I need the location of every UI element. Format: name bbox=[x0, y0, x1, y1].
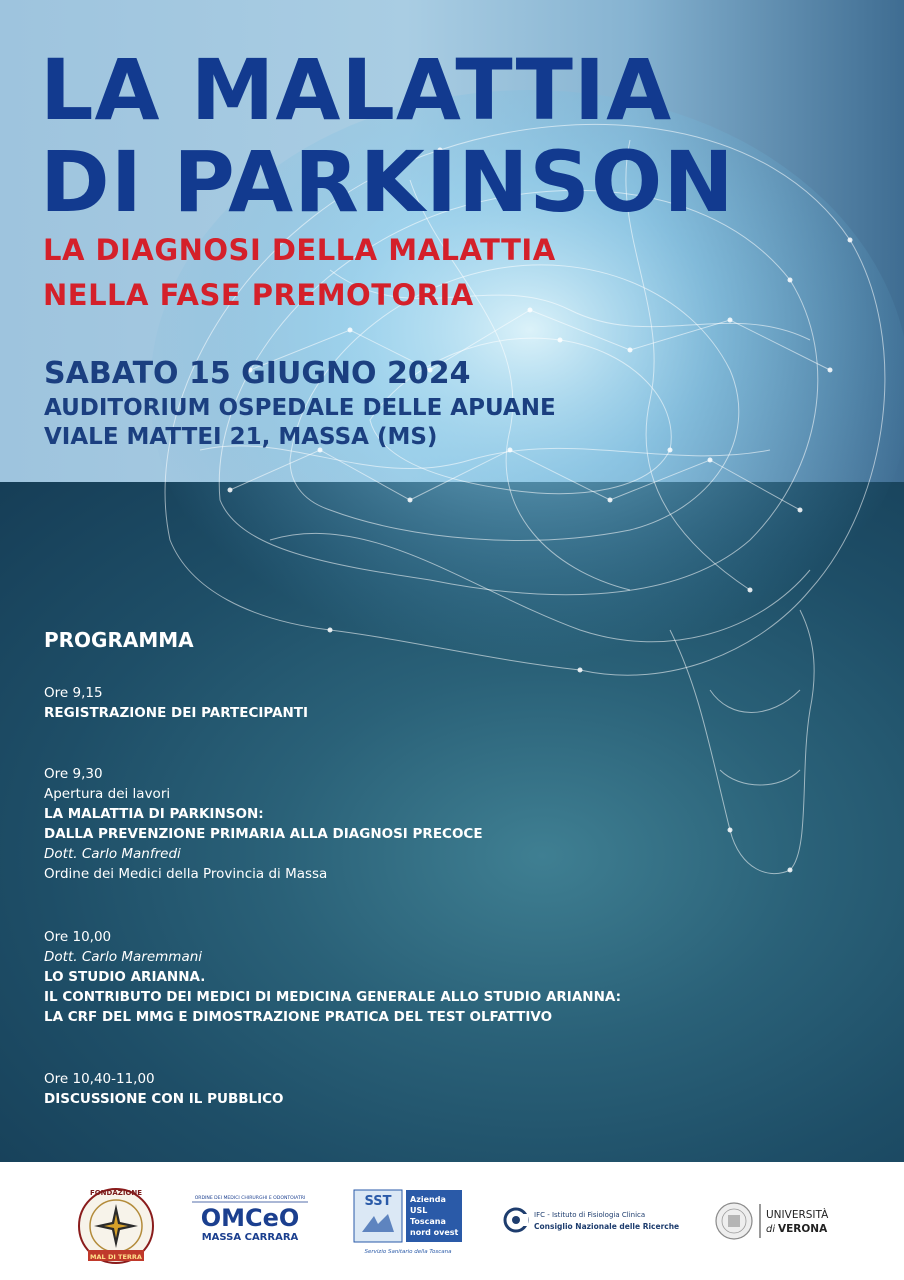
event-address: VIALE MATTEI 21, MASSA (MS) bbox=[44, 424, 438, 450]
usl-toscana-logo bbox=[352, 1188, 464, 1258]
fondazione-logo bbox=[76, 1184, 156, 1268]
item-speaker: Dott. Carlo Manfredi bbox=[44, 846, 181, 862]
usl-caption: Servizio Sanitario della Toscana bbox=[364, 1249, 452, 1255]
ifc-line-2: Consiglio Nazionale delle Ricerche bbox=[534, 1222, 680, 1231]
item-title: DALLA PREVENZIONE PRIMARIA ALLA DIAGNOSI PRECOCE bbox=[44, 826, 483, 842]
item-time: Ore 10,40-11,00 bbox=[44, 1071, 155, 1087]
usl-line-2: USL bbox=[410, 1206, 428, 1215]
item-time: Ore 10,00 bbox=[44, 929, 112, 945]
fondazione-logo-bottom: MAL DI TERRA bbox=[90, 1253, 142, 1261]
programme-item bbox=[44, 764, 483, 884]
programme-item bbox=[44, 683, 308, 723]
univr-line-1: UNIVERSITÀ bbox=[766, 1209, 829, 1221]
item-title: REGISTRAZIONE DEI PARTECIPANTI bbox=[44, 705, 309, 721]
usl-line-3: Toscana bbox=[410, 1217, 446, 1226]
subtitle-line-1: LA DIAGNOSI DELLA MALATTIA bbox=[43, 233, 556, 267]
ifc-line-1: IFC - Istituto di Fisiologia Clinica bbox=[534, 1211, 646, 1219]
omceo-logo-small: ORDINE DEI MEDICI CHIRURGHI E ODONTOIATRI bbox=[194, 1196, 306, 1201]
programme-item bbox=[44, 1069, 284, 1109]
item-title: LO STUDIO ARIANNA. bbox=[44, 969, 206, 985]
programme-item bbox=[44, 927, 621, 1027]
item-title: IL CONTRIBUTO DEI MEDICI DI MEDICINA GENERALE ALLO STUDIO ARIANNA: bbox=[44, 989, 621, 1005]
usl-line-1: Azienda bbox=[410, 1195, 446, 1204]
programme-heading: PROGRAMMA bbox=[44, 628, 194, 652]
univr-logo bbox=[714, 1198, 846, 1244]
omceo-logo-main: OMCeO bbox=[200, 1204, 300, 1232]
sponsor-footer bbox=[0, 1162, 904, 1280]
item-title: LA MALATTIA DI PARKINSON: bbox=[44, 806, 264, 822]
item-speaker: Dott. Carlo Maremmani bbox=[44, 949, 203, 965]
item-title: DISCUSSIONE CON IL PUBBLICO bbox=[44, 1091, 284, 1107]
univr-line-2b: VERONA bbox=[778, 1223, 828, 1235]
usl-line-4: nord ovest bbox=[410, 1228, 459, 1237]
event-date: SABATO 15 GIUGNO 2024 bbox=[44, 356, 471, 391]
item-note: Apertura dei lavori bbox=[44, 786, 171, 802]
omceo-logo bbox=[188, 1190, 312, 1250]
subtitle-line-2: NELLA FASE PREMOTORIA bbox=[43, 278, 474, 312]
ifc-cnr-logo bbox=[502, 1200, 694, 1240]
title-line-1: LA MALATTIA bbox=[40, 41, 673, 139]
item-time: Ore 9,15 bbox=[44, 685, 103, 701]
item-time: Ore 9,30 bbox=[44, 766, 103, 782]
univr-line-2a: di bbox=[766, 1224, 776, 1235]
item-title: LA CRF DEL MMG E DIMOSTRAZIONE PRATICA DEL TEST OLFATTIVO bbox=[44, 1009, 553, 1025]
omceo-logo-sub: MASSA CARRARA bbox=[201, 1232, 299, 1243]
item-affiliation: Ordine dei Medici della Provincia di Massa bbox=[44, 866, 328, 882]
fondazione-logo-top: FONDAZIONE bbox=[89, 1189, 143, 1197]
sst-mark: SST bbox=[364, 1194, 392, 1209]
event-venue: AUDITORIUM OSPEDALE DELLE APUANE bbox=[44, 395, 556, 421]
title-line-2: DI PARKINSON bbox=[40, 133, 735, 231]
